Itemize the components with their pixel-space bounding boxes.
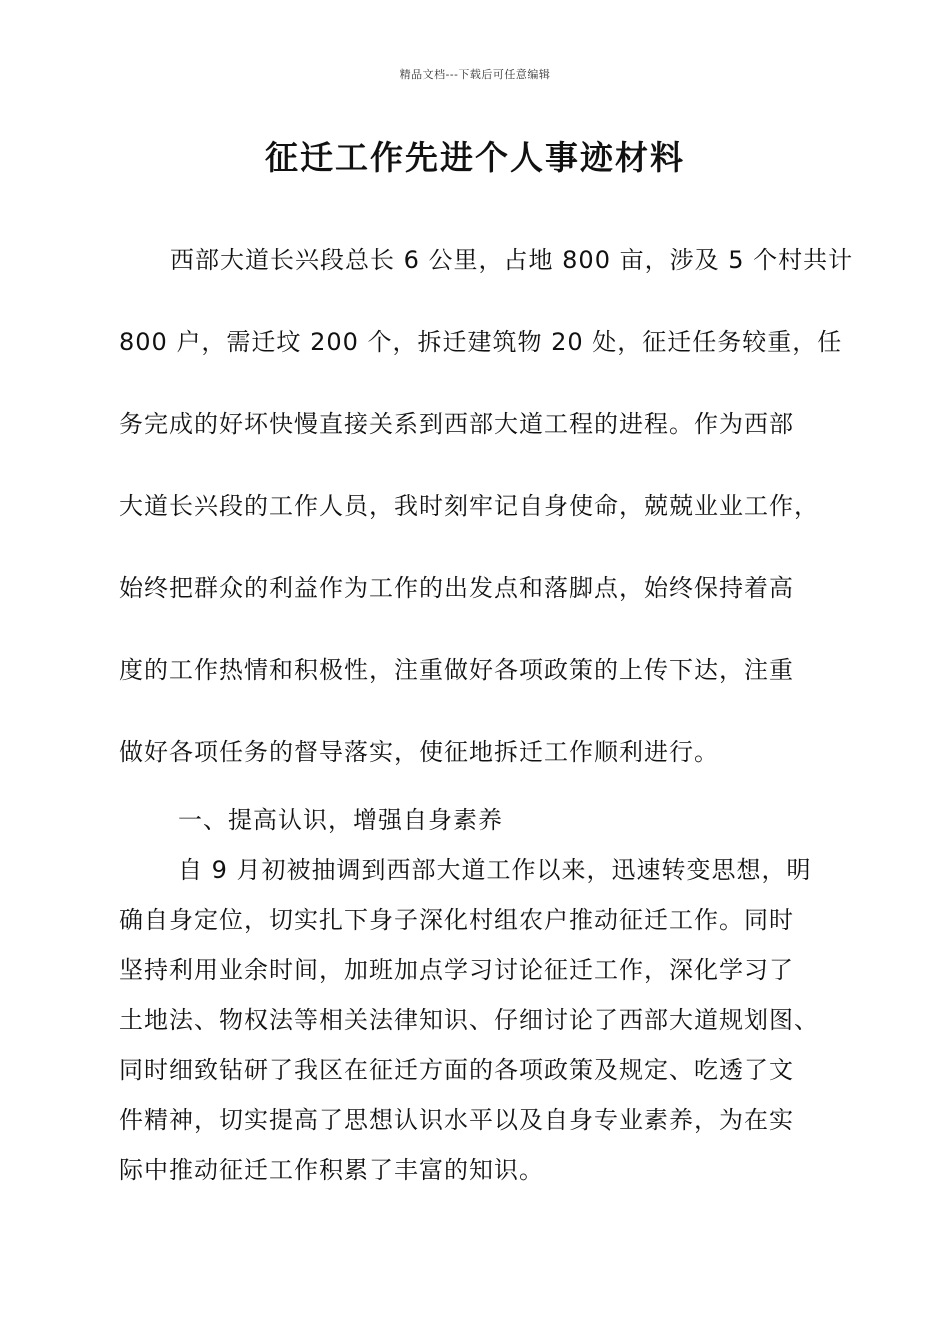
paragraph-line: 大道长兴段的工作人员，我时刻牢记自身使命，兢兢业业工作， <box>119 492 819 520</box>
paragraph-line: 西部大道长兴段总长 6 公里，占地 800 亩，涉及 5 个村共计 <box>170 246 854 274</box>
paragraph-line: 际中推动征迁工作积累了丰富的知识。 <box>119 1156 544 1184</box>
paragraph-line: 土地法、物权法等相关法律知识、仔细讨论了西部大道规划图、 <box>119 1006 819 1034</box>
paragraph-line: 坚持利用业余时间，加班加点学习讨论征迁工作，深化学习了 <box>119 956 794 984</box>
paragraph-line: 确自身定位，切实扎下身子深化村组农户推动征迁工作。同时 <box>119 906 794 934</box>
paragraph-line: 件精神，切实提高了思想认识水平以及自身专业素养，为在实 <box>119 1106 794 1134</box>
paragraph-line: 做好各项任务的督导落实，使征地拆迁工作顺利进行。 <box>119 738 719 766</box>
paragraph-line: 800 户，需迁坟 200 个，拆迁建筑物 20 处，征迁任务较重，任 <box>119 328 843 356</box>
header-note: 精品文档---下载后可任意编辑 <box>399 68 551 81</box>
section-heading: 一、提高认识，增强自身素养 <box>178 806 503 834</box>
paragraph-line: 度的工作热情和积极性，注重做好各项政策的上传下达，注重 <box>119 656 794 684</box>
paragraph-line: 同时细致钻研了我区在征迁方面的各项政策及规定、吃透了文 <box>119 1056 794 1084</box>
paragraph-line: 自 9 月初被抽调到西部大道工作以来，迅速转变思想，明 <box>178 856 812 884</box>
document-title: 征迁工作先进个人事迹材料 <box>265 138 685 177</box>
paragraph-line: 务完成的好坏快慢直接关系到西部大道工程的进程。作为西部 <box>119 410 794 438</box>
paragraph-line: 始终把群众的利益作为工作的出发点和落脚点，始终保持着高 <box>119 574 794 602</box>
